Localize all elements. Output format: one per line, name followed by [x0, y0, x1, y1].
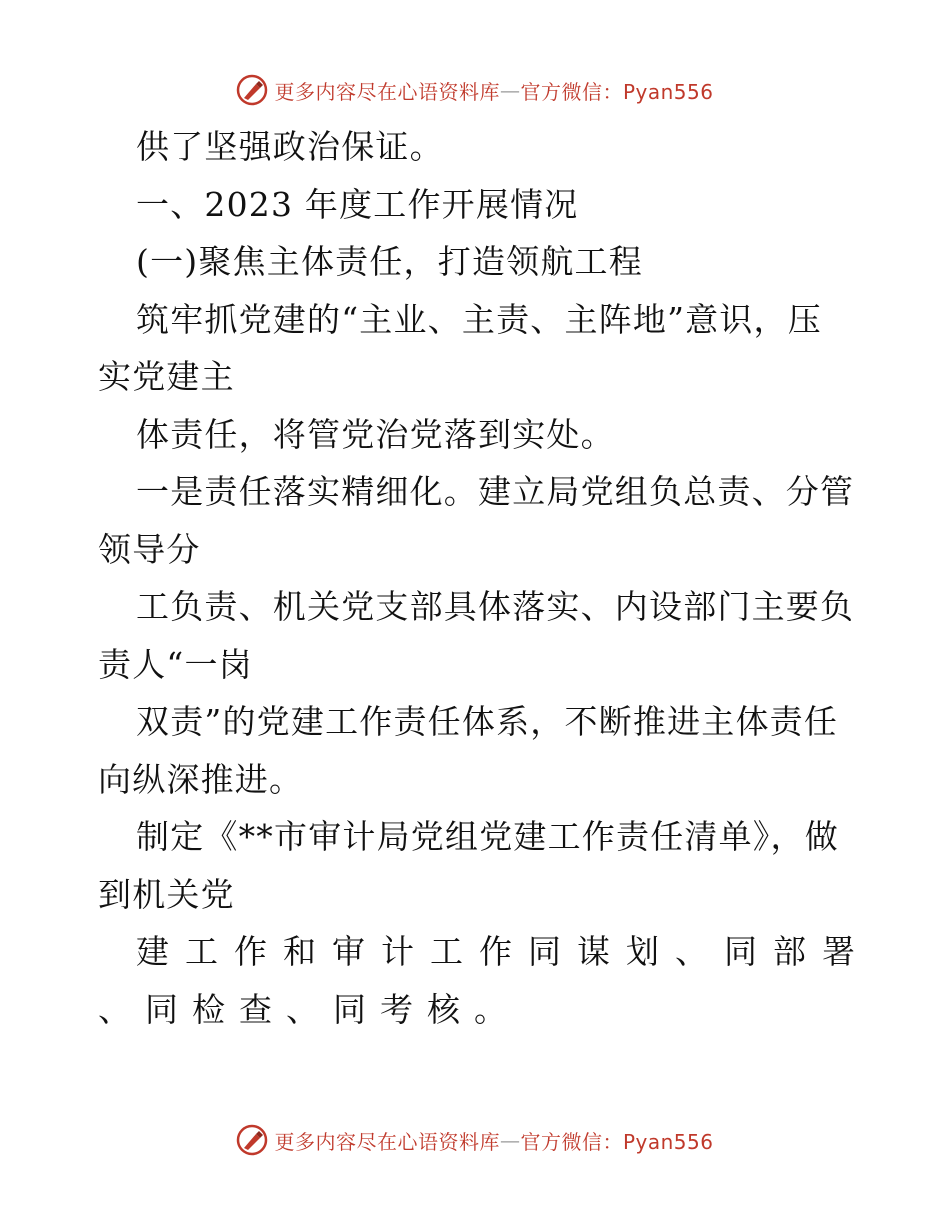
section-heading: 一、2023 年度工作开展情况: [136, 184, 579, 224]
body-line-15: 建工作和审计工作同谋划、同部署: [136, 932, 871, 971]
footer-watermark: [0, 1120, 950, 1160]
watermark-wechat: 官方微信：Pyan556: [520, 79, 714, 104]
body-line-10: 责人“一岗: [98, 644, 253, 684]
body-line-7: 一是责任落实精细化。建立局党组负总责、分管: [136, 472, 855, 511]
body-line-8: 领导分: [98, 529, 201, 569]
watermark-wechat: 官方微信：Pyan556: [520, 1129, 714, 1154]
watermark-text: 更多内容尽在心语资料库: [274, 1129, 500, 1154]
body-line-4: 筑牢抓党建的“主业、主责、主阵地”意识，压: [136, 299, 822, 339]
pen-logo-icon: [236, 1124, 268, 1156]
body-line-13: 制定《**市审计局党组党建工作责任清单》，做: [136, 817, 839, 856]
subsection-heading: (一)聚焦主体责任，打造领航工程: [136, 242, 643, 281]
watermark-separator: —: [499, 78, 521, 102]
body-line-16: 、同检查、同考核。: [98, 989, 521, 1029]
pen-logo-icon: [236, 74, 268, 106]
body-line-1: 供了坚强政治保证。: [136, 127, 444, 166]
document-body: [98, 118, 871, 1038]
body-line-14: 到机关党: [98, 874, 235, 914]
watermark-text: 更多内容尽在心语资料库: [274, 79, 500, 104]
watermark-separator: —: [499, 1128, 521, 1152]
body-line-12: 向纵深推进。: [98, 759, 304, 799]
body-line-5: 实党建主: [98, 357, 235, 396]
body-line-9: 工负责、机关党支部具体落实、内设部门主要负: [136, 587, 855, 626]
body-line-11: 双责”的党建工作责任体系，不断推进主体责任: [136, 702, 839, 741]
header-watermark: [0, 70, 950, 110]
body-line-6: 体责任，将管党治党落到实处。: [136, 414, 615, 454]
